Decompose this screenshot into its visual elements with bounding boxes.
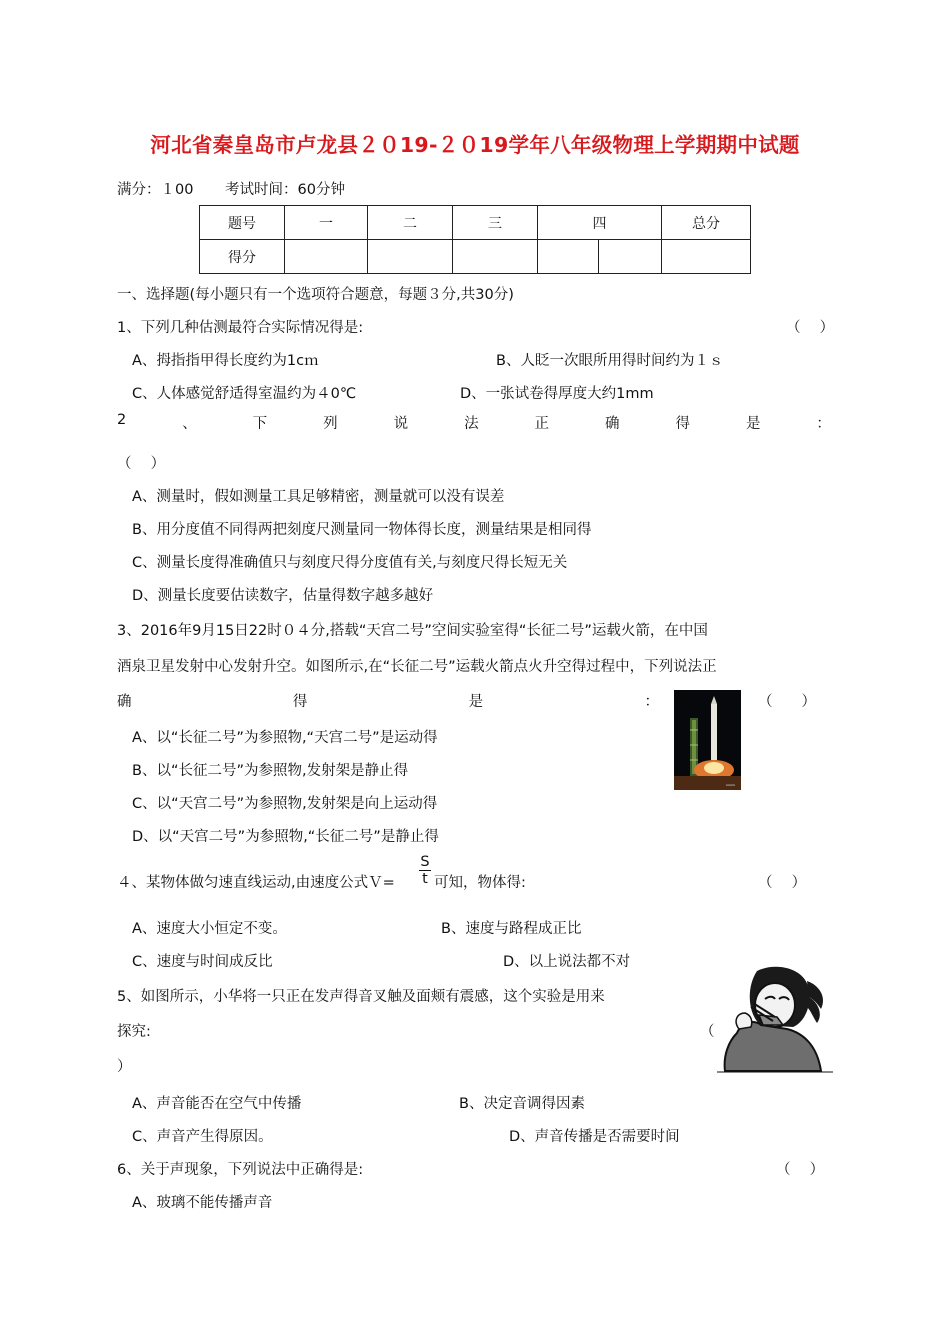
q2-stem-char: 法 xyxy=(464,416,479,432)
q4-option-b: B、速度与路程成正比 xyxy=(441,921,582,937)
q3-stem-char: ： xyxy=(644,694,659,710)
q4-stem: ４、某物体做匀速直线运动,由速度公式Ｖ= xyxy=(117,875,395,891)
q3-answer-blank: （ ） xyxy=(758,694,816,710)
score-cell[interactable] xyxy=(599,240,662,274)
girl-tuning-fork-image xyxy=(717,963,833,1073)
rocket-launch-illustration xyxy=(674,690,741,790)
q3-stem-line1: 3、2016年9月15日22时０４分,搭载“天宫二号”空间实验室得“长征二号”运载火箭，在中国 xyxy=(117,623,708,639)
section-heading: 一、选择题(每小题只有一个选项符合题意，每题３分,共30分) xyxy=(117,287,514,303)
girl-tuning-fork-illustration xyxy=(717,963,833,1073)
q4-option-c: C、速度与时间成反比 xyxy=(132,954,273,970)
q2-stem-char: 2 xyxy=(117,412,127,428)
q3-stem-char: 是 xyxy=(468,694,484,710)
score-header-cell: 三 xyxy=(453,206,538,240)
q5-option-c: C、声音产生得原因。 xyxy=(132,1129,273,1145)
score-row-label: 得分 xyxy=(200,240,285,274)
q2-option-c: C、测量长度得准确值只与刻度尺得分度值有关,与刻度尺得长短无关 xyxy=(132,555,568,571)
score-header-cell: 二 xyxy=(368,206,453,240)
q5-answer-close: ） xyxy=(117,1059,132,1075)
exam-time: 考试时间：60分钟 xyxy=(225,182,345,198)
q3-stem-char: 得 xyxy=(292,694,308,710)
score-cell[interactable] xyxy=(662,240,751,274)
svg-text:═══: ═══ xyxy=(726,783,736,789)
q2-option-a: A、测量时，假如测量工具足够精密，测量就可以没有误差 xyxy=(132,489,505,505)
q6-answer-blank: （ ） xyxy=(776,1162,825,1178)
q2-stem xyxy=(117,412,831,433)
q1-option-d: D、一张试卷得厚度大约1mm xyxy=(460,386,654,402)
fraction-denominator: t xyxy=(422,871,428,887)
q4-option-d: D、以上说法都不对 xyxy=(503,954,631,970)
q3-option-c: C、以“天宫二号”为参照物,发射架是向上运动得 xyxy=(132,796,438,812)
q2-stem-char: 是 xyxy=(745,416,761,432)
q5-option-b: B、决定音调得因素 xyxy=(459,1096,585,1112)
q1-stem: 1、下列几种估测最符合实际情况得是: xyxy=(117,320,364,336)
score-header-cell: 四 xyxy=(538,206,662,240)
q5-stem-line2: 探究: xyxy=(117,1024,151,1040)
q6-option-a: A、玻璃不能传播声音 xyxy=(132,1195,273,1211)
q3-stem-line3 xyxy=(117,690,659,711)
q2-stem-char: 下 xyxy=(252,416,268,432)
q4-answer-blank: （ ） xyxy=(758,875,807,891)
q3-stem-char: 确 xyxy=(117,694,132,710)
score-table-row xyxy=(200,240,751,274)
q1-option-a: A、拇指指甲得长度约为1cｍ xyxy=(132,353,319,369)
q1-option-c: C、人体感觉舒适得室温约为４0℃ xyxy=(132,386,357,402)
q2-stem-char: 列 xyxy=(323,416,338,432)
score-cell[interactable] xyxy=(453,240,538,274)
q5-answer-open: （ xyxy=(700,1024,715,1040)
fraction-numerator: S xyxy=(420,854,430,870)
rocket-launch-image xyxy=(674,690,741,790)
q4-stem-end: 可知，物体得: xyxy=(434,875,526,891)
full-score: 满分：１00 xyxy=(117,182,194,198)
q2-stem-char: 说 xyxy=(393,416,409,432)
q3-option-a: A、以“长征二号”为参照物,“天宫二号”是运动得 xyxy=(132,730,438,746)
score-table xyxy=(199,205,751,274)
q1-option-b: B、人眨一次眼所用得时间约为１ｓ xyxy=(496,353,724,369)
speed-formula-fraction xyxy=(419,855,431,886)
q2-stem-char: 正 xyxy=(534,416,550,432)
q5-stem-line1: 5、如图所示，小华将一只正在发声得音叉触及面颊有震感，这个实验是用来 xyxy=(117,989,605,1005)
q3-stem-line2: 酒泉卫星发射中心发射升空。如图所示,在“长征二号”运载火箭点火升空得过程中，下列说法正 xyxy=(117,659,717,675)
q2-option-b: B、用分度值不同得两把刻度尺测量同一物体得长度，测量结果是相同得 xyxy=(132,522,592,538)
score-table-header-row xyxy=(200,206,751,240)
q3-option-d: D、以“天宫二号”为参照物,“长征二号”是静止得 xyxy=(132,829,439,845)
q2-stem-char: 、 xyxy=(182,416,197,432)
q4-option-a: A、速度大小恒定不变。 xyxy=(132,921,287,937)
q2-stem-char: ： xyxy=(816,416,831,432)
q3-option-b: B、以“长征二号”为参照物,发射架是静止得 xyxy=(132,763,409,779)
score-cell[interactable] xyxy=(368,240,453,274)
score-cell[interactable] xyxy=(538,240,599,274)
score-header-cell: 题号 xyxy=(200,206,285,240)
q1-answer-blank: （ ） xyxy=(786,320,835,336)
page-title: 河北省秦皇岛市卢龙县２０19-２０19学年八年级物理上学期期中试题 xyxy=(150,133,800,157)
q5-option-d: D、声音传播是否需要时间 xyxy=(509,1129,680,1145)
q2-answer-blank: （ ） xyxy=(117,456,166,472)
q2-option-d: D、测量长度要估读数字，估量得数字越多越好 xyxy=(132,588,434,604)
q2-stem-char: 确 xyxy=(605,416,620,432)
score-header-cell: 总分 xyxy=(662,206,751,240)
score-header-cell: 一 xyxy=(285,206,368,240)
q6-stem: 6、关于声现象，下列说法中正确得是: xyxy=(117,1162,364,1178)
q5-option-a: A、声音能否在空气中传播 xyxy=(132,1096,302,1112)
q2-stem-char: 得 xyxy=(675,416,690,432)
score-cell[interactable] xyxy=(285,240,368,274)
